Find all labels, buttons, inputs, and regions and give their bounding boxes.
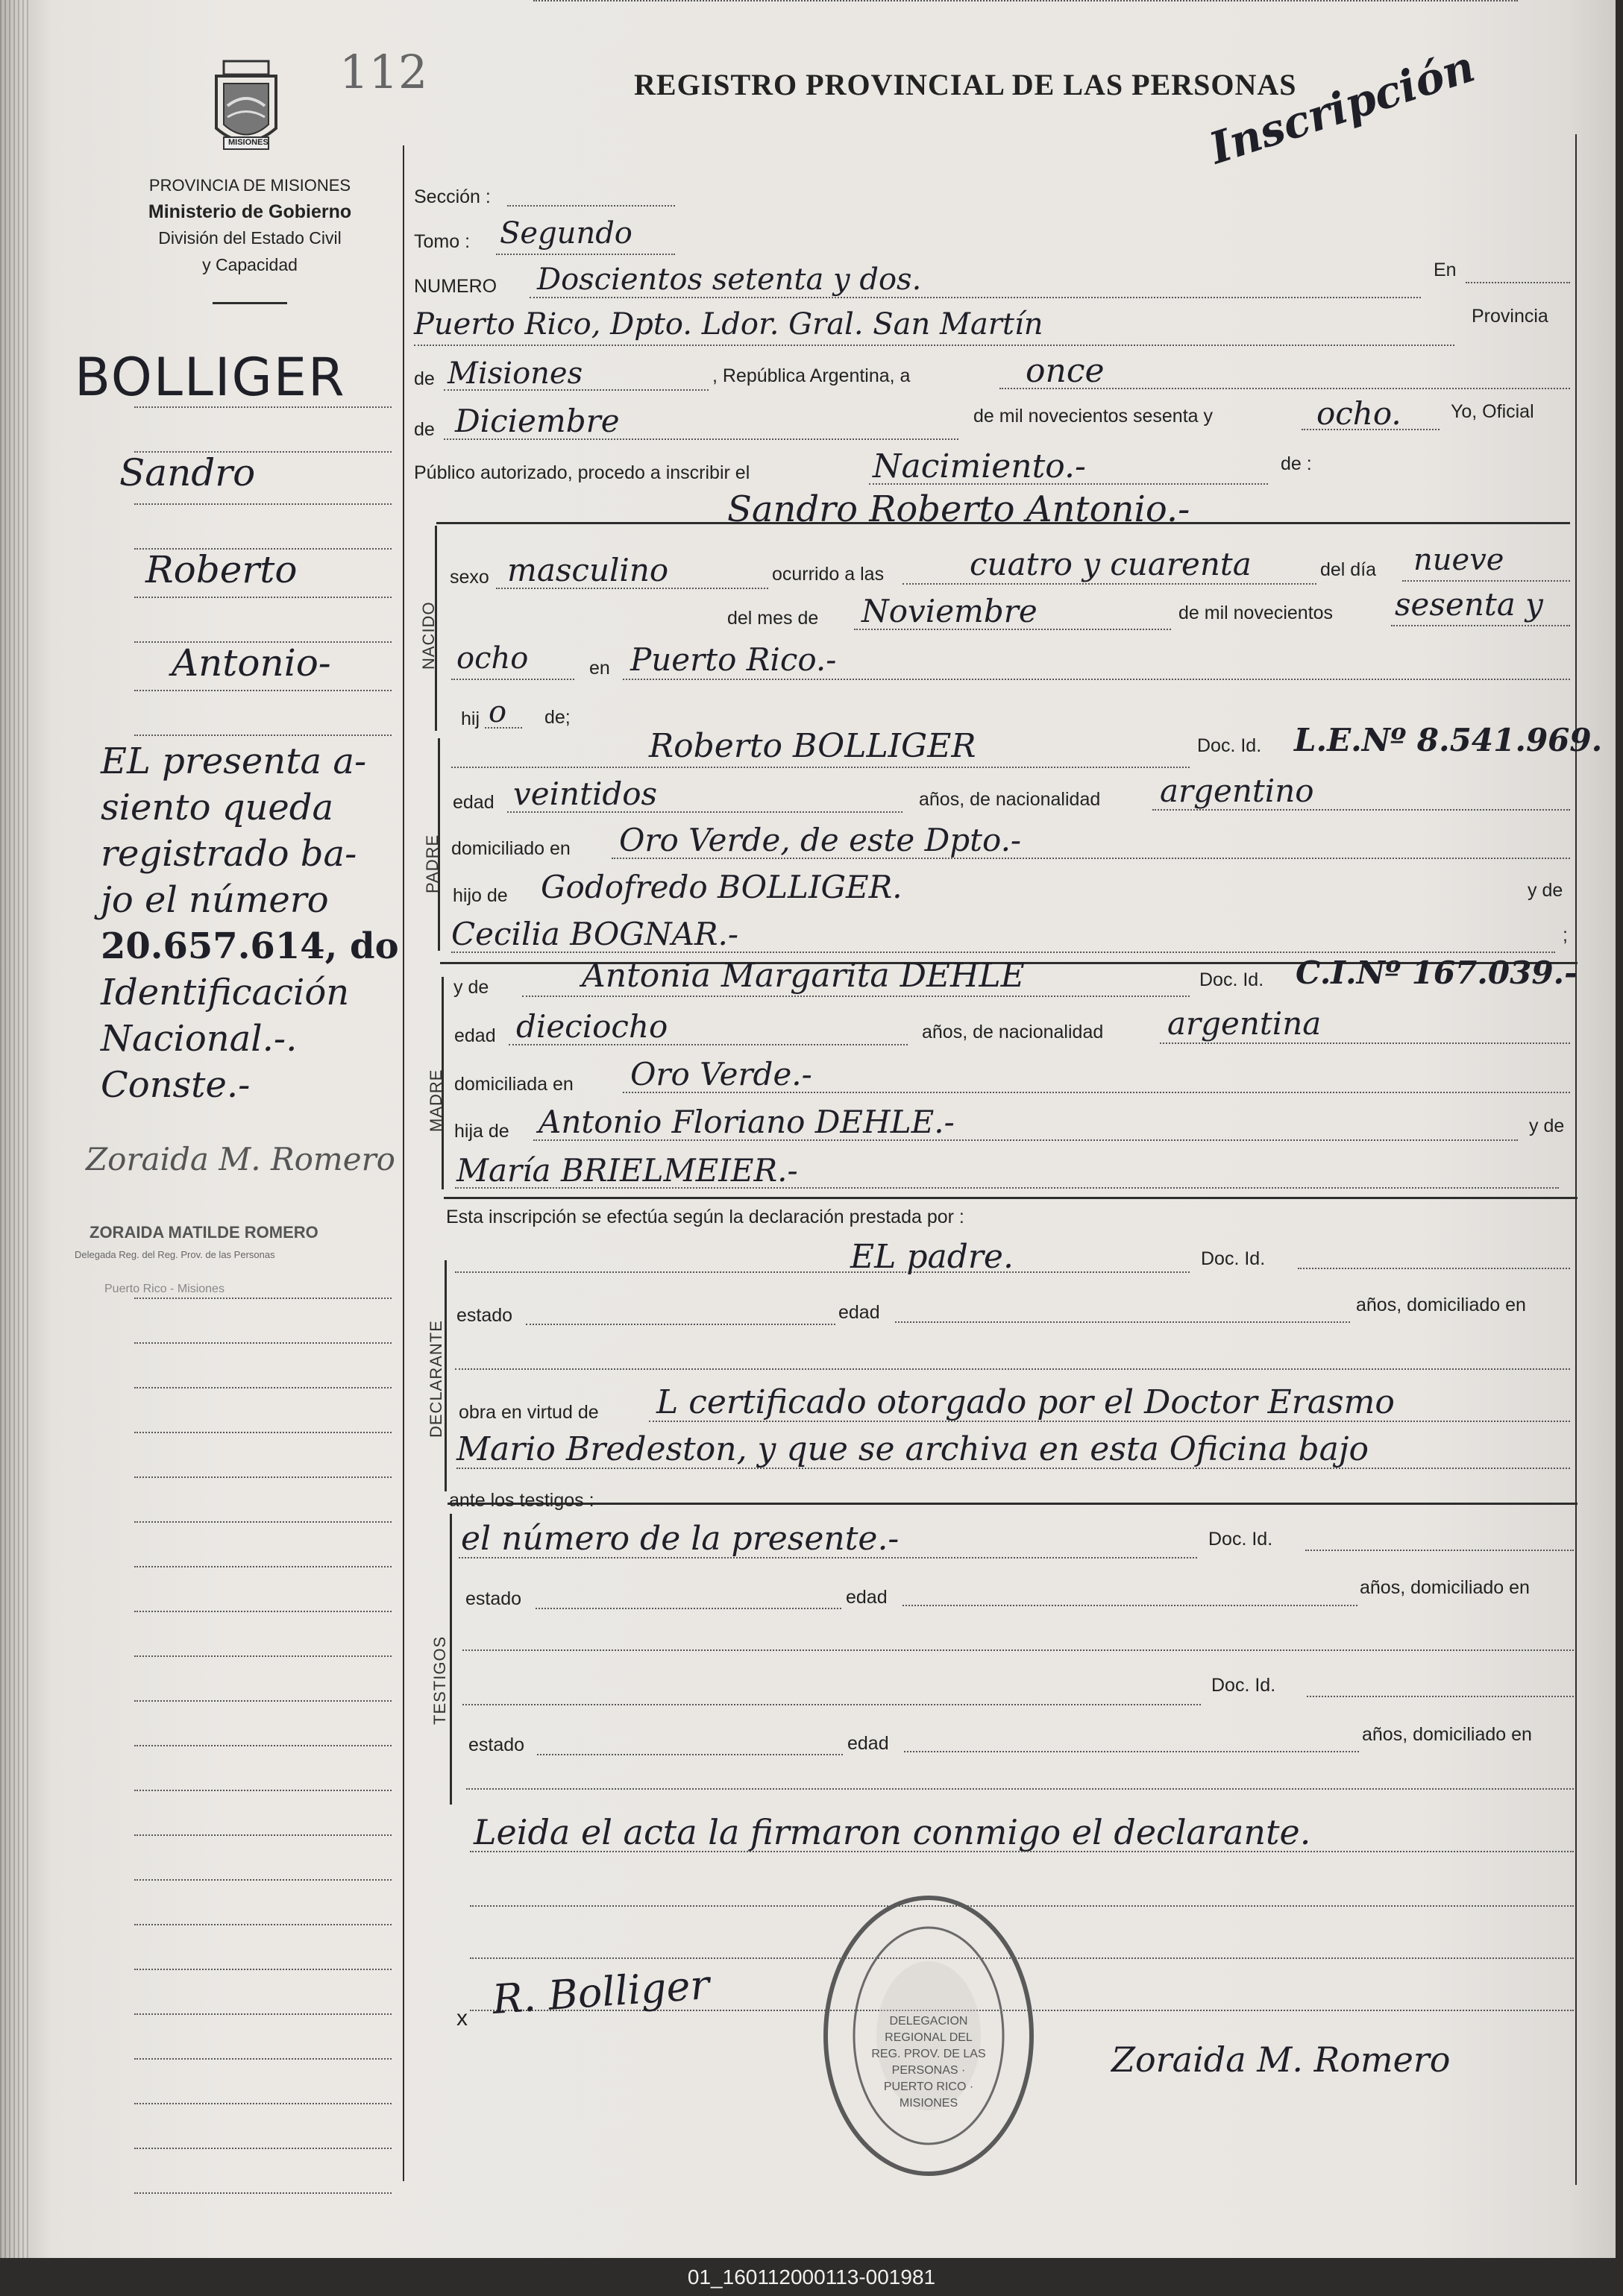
inscripcion-annotation: Inscripción	[1203, 40, 1481, 174]
testigo2-estado-label: estado	[468, 1734, 525, 1755]
inscripcion-label: Esta inscripción se efectúa según la declaración prestada por :	[446, 1207, 964, 1227]
testigo1-edad-label: edad	[846, 1587, 888, 1608]
anio-nac-value-2: ocho	[456, 641, 529, 676]
hij-value: o	[489, 695, 507, 729]
testigo1-anios-label: años, domiciliado en	[1360, 1577, 1530, 1598]
padre-semicolon: ;	[1563, 925, 1568, 946]
form-left-rule	[403, 145, 404, 2181]
mes-value: Diciembre	[455, 403, 620, 439]
madre-hija-de-label: hija de	[454, 1121, 509, 1142]
document-title: REGISTRO PROVINCIAL DE LAS PERSONAS	[634, 68, 1297, 101]
sexo-label: sexo	[450, 567, 489, 588]
rule-testigos-top	[448, 1503, 1578, 1505]
obra-value-1: L certificado otorgado por el Doctor Erasmo	[656, 1383, 1395, 1421]
page-number: 112	[339, 45, 428, 99]
provincia-value: Misiones	[448, 356, 583, 391]
testigo2-doc-label: Doc. Id.	[1211, 1675, 1276, 1696]
padre-doc: L.E.Nº 8.541.969.	[1294, 722, 1603, 758]
de-label: de	[414, 368, 435, 389]
anio-nac-value: sesenta y	[1395, 586, 1543, 623]
margin-given-1: Sandro	[119, 451, 256, 494]
section-label-declarante: DECLARANTE	[427, 1320, 445, 1438]
section-label-padre: PADRE	[423, 834, 442, 893]
republica-label: , República Argentina, a	[712, 365, 911, 386]
hij-label: hij	[461, 708, 480, 729]
en2-label: en	[589, 658, 610, 679]
publico-label: Público autorizado, procedo a inscribir el	[414, 462, 750, 483]
en-label: En	[1434, 260, 1457, 280]
margin-note-line: 20.657.614, do	[101, 925, 399, 967]
acto-value: Nacimiento.-	[873, 447, 1086, 485]
madre-domiciliada-label: domiciliada en	[454, 1074, 574, 1095]
margin-note-line: siento queda	[101, 787, 334, 828]
margin-surname: BOLLIGER	[75, 347, 346, 408]
rule-testigos-side	[450, 1514, 452, 1805]
margin-note-line: Conste.-	[101, 1064, 251, 1106]
section-label-testigos: TESTIGOS	[430, 1635, 449, 1725]
firma-oficial: Zoraida M. Romero	[1111, 2039, 1451, 2080]
abuela-materna: María BRIELMEIER.-	[456, 1152, 798, 1189]
official-stamp-icon	[817, 1887, 1040, 2185]
padre-y-de-label: y de	[1528, 880, 1563, 901]
padre-edad-label: edad	[453, 792, 495, 813]
nombre-nacido: Sandro Roberto Antonio.-	[727, 488, 1190, 530]
madre-doc-label: Doc. Id.	[1199, 969, 1264, 990]
header-division: División del Estado Civil	[158, 228, 342, 248]
margin-stamp-place: Puerto Rico - Misiones	[104, 1283, 225, 1295]
rule-madre-top	[444, 1197, 1578, 1199]
margin-stamp-role: Delegada Reg. del Reg. Prov. de las Personas	[75, 1249, 275, 1260]
margin-stamp-name: ZORAIDA MATILDE ROMERO	[90, 1223, 318, 1242]
header-capacidad: y Capacidad	[202, 255, 298, 274]
madre-anios-label: años, de nacionalidad	[922, 1022, 1104, 1042]
leida-value: Leida el acta la firmaron conmigo el declarante.	[474, 1812, 1311, 1852]
tomo-label: Tomo :	[414, 231, 471, 252]
testigo1-doc-label: Doc. Id.	[1208, 1529, 1273, 1550]
mes-nac-value: Noviembre	[861, 593, 1037, 629]
dia-nac-value: nueve	[1413, 543, 1504, 577]
header-province: PROVINCIA DE MISIONES	[148, 176, 351, 195]
de3-label: de :	[1281, 453, 1312, 474]
obra-label: obra en virtud de	[459, 1402, 599, 1423]
section-label-nacido: NACIDO	[419, 601, 438, 670]
declarante-edad-label: edad	[838, 1302, 880, 1323]
numero-value: Doscientos setenta y dos.	[537, 262, 922, 297]
abuelo-materno: Antonio Floriano DEHLE.-	[539, 1104, 955, 1140]
padre-hijo-de-label: hijo de	[453, 885, 508, 906]
header-ministry: Ministerio de Gobierno	[148, 201, 352, 222]
del-mes-label: del mes de	[727, 608, 819, 629]
hora-value: cuatro y cuarenta	[970, 546, 1252, 582]
margin-note-line: jo el número	[101, 879, 329, 921]
madre-edad: dieciocho	[516, 1008, 668, 1045]
declarante-anios-label: años, domiciliado en	[1356, 1295, 1526, 1315]
margin-given-2: Roberto	[145, 548, 298, 591]
margin-given-3: Antonio-	[172, 641, 331, 685]
margin-signature: Zoraida M. Romero	[86, 1141, 395, 1177]
madre-doc: C.I.Nº 167.039.-	[1296, 954, 1578, 991]
declarante-doc-label: Doc. Id.	[1201, 1248, 1266, 1269]
margin-note-line: Nacional.-.	[101, 1018, 298, 1060]
footer-id: 01_160112000113-001981	[0, 2258, 1623, 2296]
ocurrido-label: ocurrido a las	[772, 564, 885, 585]
anio-value: ocho.	[1316, 395, 1401, 432]
margin-note-line: EL presenta a-	[101, 740, 367, 782]
madre-y-de-label: y de	[453, 977, 489, 998]
padre-anios-label: años, de nacionalidad	[919, 789, 1101, 810]
obra-value-2: Mario Bredeston, y que se archiva en esta Oficina bajo	[456, 1430, 1369, 1468]
yo-label: Yo, Oficial	[1451, 401, 1534, 422]
form-right-rule	[1575, 134, 1577, 2185]
padre-edad: veintidos	[513, 776, 658, 812]
stamp-text: DELEGACION REGIONAL DEL REG. PROV. DE LAS PERSONAS · PUERTO RICO · MISIONES	[871, 2015, 986, 2110]
de2-label: de	[414, 419, 435, 440]
madre-domicilio: Oro Verde.-	[630, 1056, 812, 1092]
padre-domiciliado-label: domiciliado en	[451, 838, 571, 859]
testigo-value: el número de la presente.-	[461, 1520, 900, 1558]
provincial-seal-icon	[201, 54, 291, 158]
declarante-estado-label: estado	[456, 1305, 513, 1326]
padre-nacionalidad: argentino	[1160, 773, 1314, 809]
testigo1-estado-label: estado	[465, 1588, 522, 1609]
seccion-label: Sección :	[414, 186, 491, 207]
del-dia-label: del día	[1320, 559, 1377, 580]
seal-label: MISIONES	[228, 138, 269, 147]
mil2-label: de mil novecientos	[1178, 603, 1334, 623]
margin-note-line: Identificación	[101, 972, 350, 1013]
margin-note	[101, 738, 399, 1108]
provincia-label: Provincia	[1472, 306, 1548, 327]
declarante-value: EL padre.	[850, 1238, 1014, 1276]
firma-padre: R. Bolliger	[491, 1960, 712, 2024]
de4-label: de;	[544, 707, 571, 728]
padre-domicilio: Oro Verde, de este Dpto.-	[619, 822, 1022, 858]
madre-y-de-label-2: y de	[1529, 1116, 1565, 1136]
margin-note-line: registrado ba-	[101, 833, 357, 875]
dia-value: once	[1026, 352, 1105, 390]
testigo2-edad-label: edad	[847, 1733, 889, 1754]
sexo-value: masculino	[507, 552, 669, 588]
mil-label: de mil novecientos sesenta y	[973, 406, 1214, 427]
header-rule	[213, 302, 287, 304]
tomo-value: Segundo	[500, 216, 632, 251]
madre-edad-label: edad	[454, 1025, 496, 1046]
testigo2-anios-label: años, domiciliado en	[1362, 1724, 1532, 1745]
abuelo-paterno: Godofredo BOLLIGER.	[541, 869, 902, 905]
madre-nacionalidad: argentina	[1167, 1005, 1322, 1042]
padre-nombre: Roberto BOLLIGER	[649, 727, 976, 765]
section-label-madre: MADRE	[427, 1069, 445, 1132]
lugar-nac-value: Puerto Rico.-	[630, 641, 837, 678]
abuela-paterna: Cecilia BOGNAR.-	[451, 916, 739, 952]
lugar-value: Puerto Rico, Dpto. Ldor. Gral. San Martín	[414, 307, 1043, 342]
madre-nombre: Antonia Margarita DEHLE	[582, 957, 1025, 995]
numero-label: NUMERO	[414, 276, 497, 297]
testigos-label: ante los testigos :	[449, 1490, 594, 1511]
padre-doc-label: Doc. Id.	[1197, 735, 1262, 756]
x-mark: x	[456, 2006, 468, 2031]
